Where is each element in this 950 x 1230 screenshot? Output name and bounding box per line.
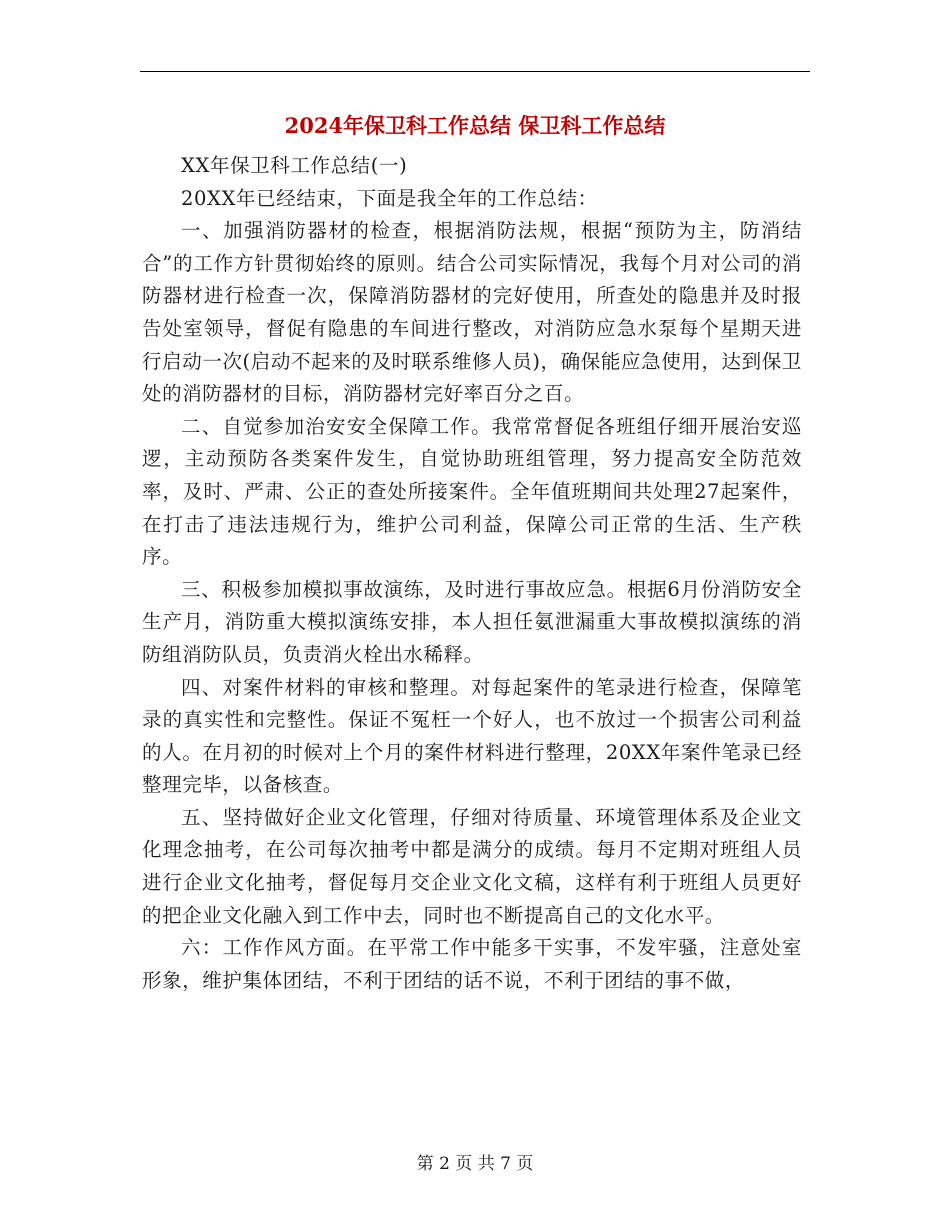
- section-heading: XX年保卫科工作总结(一): [181, 154, 408, 177]
- paragraph-fire-equipment: 一、加强消防器材的检查，根据消防法规，根据“预防为主，防消结合”的工作方针贯彻始终的原则。结合公司实际情况，我每个月对公司的消防器材进行检查一次，保障消防器材的完好使用，所查处的隐患并及时报告处室领导，督促有隐患的车间进行整改，对消防应急水泵每个星期天进行启动一次(启动不起来的及时联系维修人员)，确保能应急使用，达到保卫处的消防器材的目标，消防器材完好率百分之百。: [142, 219, 802, 406]
- document-title: 2024年保卫科工作总结 保卫科工作总结: [284, 113, 666, 138]
- page-number: 第 2 页 共 7 页: [416, 1154, 534, 1174]
- paragraph-work-style: 六：工作作风方面。在平常工作中能多干实事，不发牢骚，注意处室形象，维护集体团结，不利于团结的话不说，不利于团结的事不做，: [142, 936, 802, 992]
- paragraph-case-review: 四、对案件材料的审核和整理。对每起案件的笔录进行检查，保障笔录的真实性和完整性。保证不冤枉一个好人，也不放过一个损害公司利益的人。在月初的时候对上个月的案件材料进行整理，20XX年案件笔录已经整理完毕，以备核查。: [142, 675, 802, 797]
- document-body: [142, 150, 802, 997]
- paragraph-corporate-culture: 五、坚持做好企业文化管理，仔细对待质量、环境管理体系及企业文化理念抽考，在公司每次抽考中都是满分的成绩。每月不定期对班组人员进行企业文化抽考，督促每月交企业文化文稿，这样有利于班组人员更好的把企业文化融入到工作中去，同时也不断提高自己的文化水平。: [142, 805, 802, 927]
- intro-paragraph: 20XX年已经结束，下面是我全年的工作总结：: [181, 186, 598, 210]
- paragraph-security-work: 二、自觉参加治安安全保障工作。我常常督促各班组仔细开展治安巡逻，主动预防各类案件发生，自觉协助班组管理，努力提高安全防范效率，及时、严肃、公正的查处所接案件。全年值班期间共处理27起案件，在打击了违法违规行为，维护公司利益，保障公司正常的生活、生产秩序。: [142, 414, 802, 569]
- header-rule: [140, 71, 810, 72]
- paragraph-emergency-drill: 三、积极参加模拟事故演练，及时进行事故应急。根据6月份消防安全生产月，消防重大模拟演练安排，本人担任氨泄漏重大事故模拟演练的消防组消防队员，负责消火栓出水稀释。: [142, 577, 802, 666]
